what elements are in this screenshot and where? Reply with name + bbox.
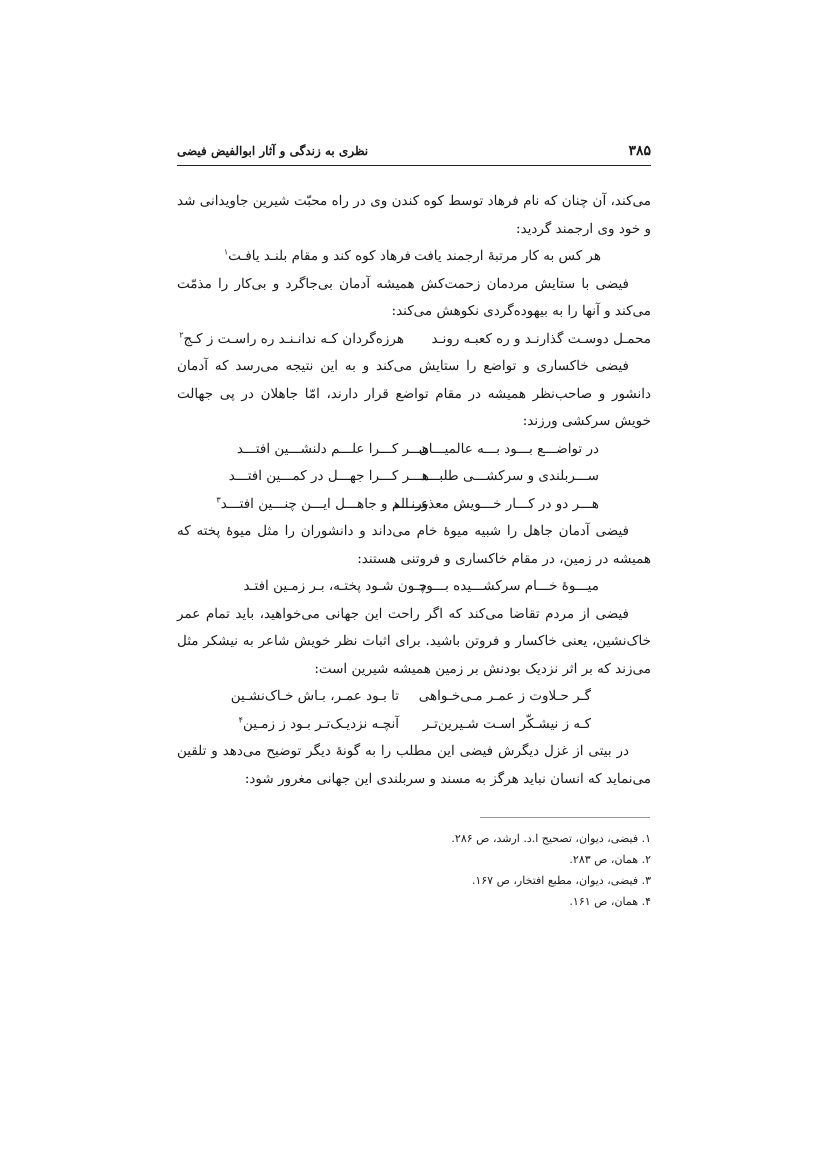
footnote-marker: ۱ bbox=[223, 247, 229, 257]
page-header bbox=[177, 143, 651, 166]
verse-hemistich: محمـل دوسـت گذارنـد و ره کعبـه رونـد bbox=[431, 330, 651, 347]
footnote-marker: ۲ bbox=[179, 330, 184, 339]
verse-hemistich: در تواضـــع بـــود بـــه عالمیـــان bbox=[418, 440, 599, 457]
verse-5 bbox=[177, 491, 651, 519]
verse-7 bbox=[177, 683, 651, 711]
paragraph-4: فیضی آدمان جاهل را شبیه میوهٔ خام می‌داند و دانشوران را مثل میوهٔ پخته که همیشه در زمین، در مقام خاکساری و فروتنی هستند: bbox=[177, 523, 651, 567]
footnote: ۱. فیضی، دیوان، تصحیح ا.د. ارشد، ص ۲۸۶. bbox=[451, 832, 651, 845]
paragraph-1: می‌کند، آن چنان که نام فرهاد توسط کوه کندن وی در راه محبّت شیرین جاویدانی شد و خود وی ارجمند گردید: bbox=[177, 193, 651, 237]
footnote-marker: ۴ bbox=[238, 715, 243, 724]
paragraph-3: فیضی خاکساری و تواضع را ستایش می‌کند و به این نتیجه می‌رسد که آدمان دانشور و صاحب‌نظر همیشه در مقام تواضع قرار دارند، امّا جاهلان در پی جهالت خویش سرکشی ورزند: bbox=[177, 358, 651, 429]
verse-hemistich: کـه ز نیشـکّر اسـت شـیرین‌تـر bbox=[422, 715, 591, 732]
page-body bbox=[177, 188, 651, 793]
verse-2 bbox=[177, 326, 651, 354]
verse-hemistich: عـــالم و جاهـــل ایـــن چنـــین افتـــد$^۳$ bbox=[216, 495, 429, 512]
verse-1 bbox=[177, 243, 651, 271]
verse-hemistich: هرزه‌گردان کـه ندانـنـد ره راسـت ز کـج$^۲$ bbox=[179, 330, 404, 347]
verse-hemistich: میـــوهٔ خـــام سرکشـــیده بـــود bbox=[420, 578, 599, 594]
verse-3 bbox=[177, 436, 651, 464]
page-number: ۳۸۵ bbox=[628, 143, 651, 159]
verse-8 bbox=[177, 711, 651, 739]
running-title: نظری به زندگی و آثار ابوالفیض فیضی bbox=[177, 144, 369, 158]
verse-hemistich: فرهاد کوه کند و مقام بلنـد یافـت$^۱$ bbox=[223, 247, 411, 264]
footnote: ۲. همان، ص ۲۸۳. bbox=[569, 853, 651, 866]
footnotes bbox=[177, 828, 651, 912]
verse-hemistich: هـــر کـــرا جهـــل در کمـــین افتـــد bbox=[228, 468, 429, 484]
verse-6 bbox=[177, 573, 651, 601]
verse-hemistich: ســـربلندی و سرکشـــی طلبـــد bbox=[420, 468, 599, 484]
footnote-marker: ۳ bbox=[216, 495, 221, 504]
verse-hemistich: تا بـود عمـر، بـاش خـاک‌نشـین bbox=[230, 688, 399, 704]
footnote-separator bbox=[480, 817, 650, 818]
verse-hemistich: آنچـه نزدیـک‌تـر بـود ز زمـین$^۴$ bbox=[238, 715, 399, 732]
verse-hemistich: هـــر دو در کـــار خـــویش معذورنـــد bbox=[392, 495, 599, 512]
verse-4 bbox=[177, 463, 651, 491]
verse-hemistich: گـر حـلاوت ز عمـر مـی‌خـواهی bbox=[418, 688, 591, 704]
paragraph-6: در بیتی از غزل دیگرش فیضی این مطلب را به گونهٔ دیگر توضیح می‌دهد و تلقین می‌نماید که انسان نباید هرگز به مسند و سربلندی این جهانی مغرور شود: bbox=[177, 743, 651, 787]
footnote: ۴. همان، ص ۱۶۱. bbox=[569, 895, 651, 908]
footnote: ۳. فیضی، دیوان، مطبع افتخار، ص ۱۶۷. bbox=[471, 874, 651, 887]
verse-hemistich: چـون شـود پختـه، بـر زمـین افتـد bbox=[243, 578, 427, 594]
paragraph-2: فیضی با ستایش مردمان زحمت‌کش همیشه آدمان بی‌جاگرد و بی‌کار را مذمّت می‌کند و آنها را به بیهوده‌گردی نکوهش می‌کند: bbox=[177, 275, 651, 319]
paragraph-5: فیضی از مردم تقاضا می‌کند که اگر راحت این جهانی می‌خواهید، باید تمام عمر خاک‌نشین، یعنی خاکسار و فروتن باشید. برای اثبات نظر خویش شاعر به نیشکر مثل می‌زند که بر اثر نزدیک بودنش بر زمین همیشه شیرین است: bbox=[177, 605, 651, 677]
verse-hemistich: هـــر کـــرا علـــم دلنشـــین افتـــد bbox=[236, 440, 429, 457]
verse-hemistich: هر کس به کار مرتبهٔ ارجمند یافت bbox=[414, 248, 601, 264]
